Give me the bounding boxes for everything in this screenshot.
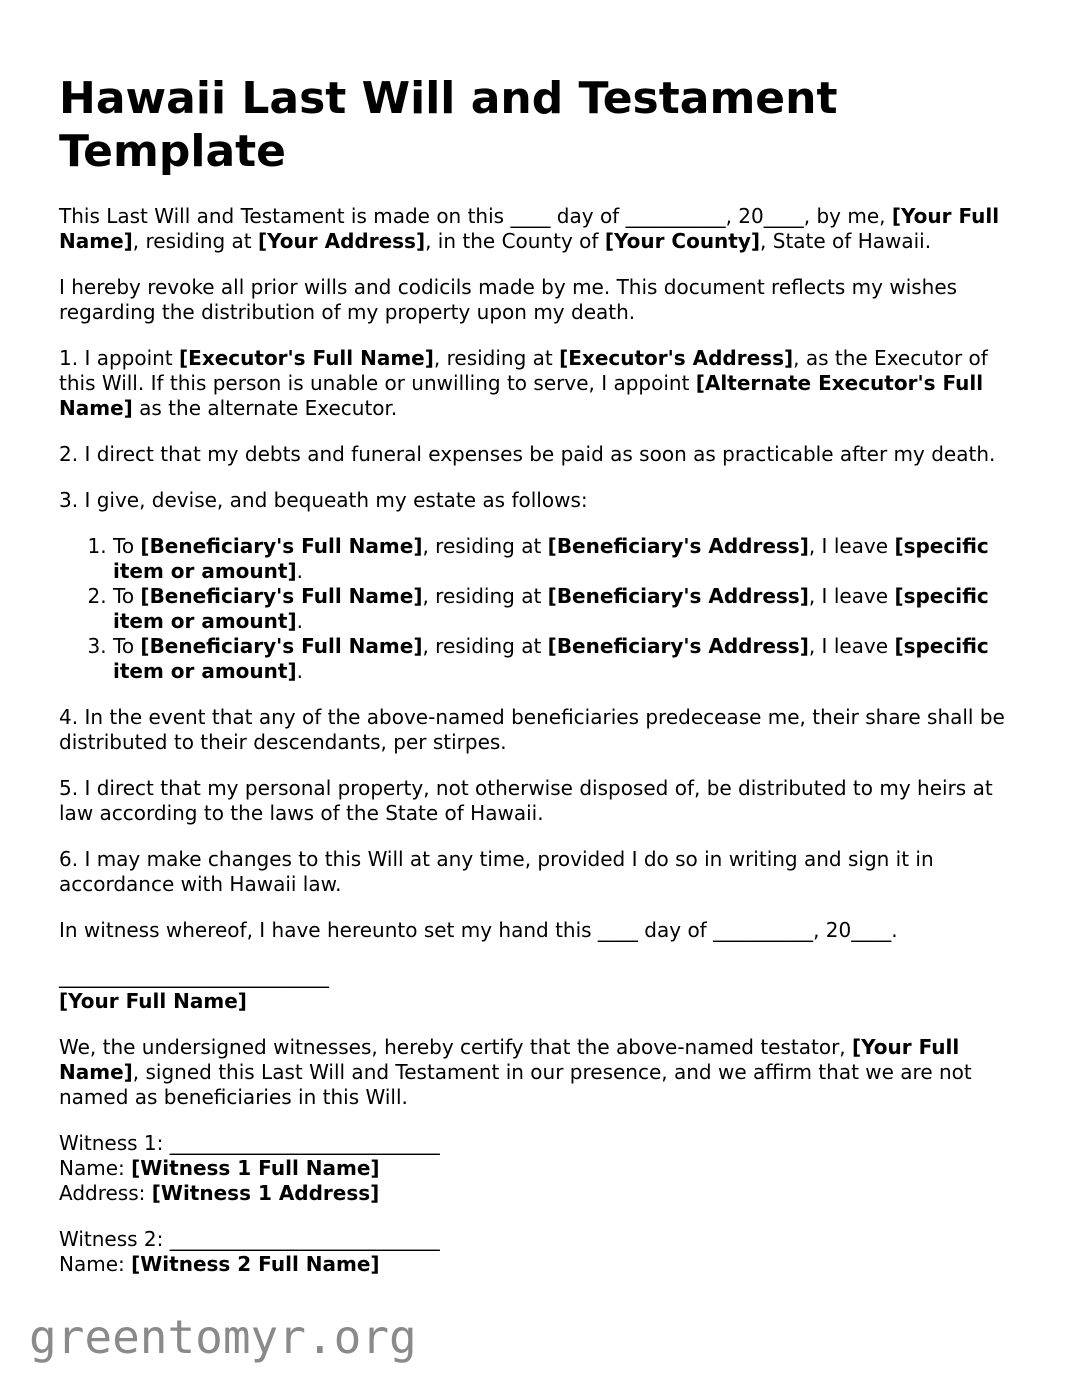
clause-3-estate: 3. I give, devise, and bequeath my estate as follows: — [59, 488, 588, 512]
document-title-line-1: Hawaii Last Will and Testament — [59, 73, 838, 124]
document-title — [59, 72, 1011, 178]
watermark-greentomyr: greentomyr.org — [29, 1310, 417, 1364]
document-title-line-2: Template — [59, 126, 287, 177]
paragraph-intro: This Last Will and Testament is made on this ____ day of __________, 20____, by me, [Your Full Name], residing at [Your Address], in the County of [Your County], State of Hawaii. — [59, 204, 1000, 253]
witness-1-block: Witness 1: ___________________________ Name: [Witness 1 Full Name] Address: [Witness 1 Address] — [59, 1131, 440, 1205]
paragraph-revocation: I hereby revoke all prior wills and codicils made by me. This document reflects my wishes regarding the distribution of my property upon my death. — [59, 275, 958, 324]
clause-2-debts: 2. I direct that my debts and funeral expenses be paid as soon as practicable after my death. — [59, 442, 996, 466]
testator-signature-block: ___________________________ [Your Full Name] — [59, 964, 329, 1013]
beneficiary-item-1: 1. To [Beneficiary's Full Name], residing at [Beneficiary's Address], I leave [specific item or amount]. — [113, 534, 1011, 584]
clause-6-changes: 6. I may make changes to this Will at any time, provided I do so in writing and sign it in accordance with Hawaii law. — [59, 847, 934, 896]
witness-2-block: Witness 2: ___________________________ Name: [Witness 2 Full Name] — [59, 1227, 440, 1276]
clause-4-predecease: 4. In the event that any of the above-named beneficiaries predecease me, their share shall be distributed to their descendants, per stirpes. — [59, 705, 1005, 754]
beneficiary-item-3: 3. To [Beneficiary's Full Name], residing at [Beneficiary's Address], I leave [specific item or amount]. — [113, 634, 1011, 684]
paragraph-witness-whereof: In witness whereof, I have hereunto set my hand this ____ day of __________, 20____. — [59, 918, 898, 942]
clause-1-executor: 1. I appoint [Executor's Full Name], residing at [Executor's Address], as the Executor of this Will. If this person is unable or unwilling to serve, I appoint [Alternate Executor's Full Name] as the alternate Executor. — [59, 346, 988, 420]
clause-5-personal-property: 5. I direct that my personal property, not otherwise disposed of, be distributed to my heirs at law according to the laws of the State of Hawaii. — [59, 776, 993, 825]
beneficiary-list — [59, 534, 1011, 684]
beneficiary-item-2: 2. To [Beneficiary's Full Name], residing at [Beneficiary's Address], I leave [specific item or amount]. — [113, 584, 1011, 634]
paragraph-witness-certification: We, the undersigned witnesses, hereby certify that the above-named testator, [Your Full Name], signed this Last Will and Testament in our presence, and we affirm that we are not named as beneficiaries in this Will. — [59, 1035, 972, 1109]
